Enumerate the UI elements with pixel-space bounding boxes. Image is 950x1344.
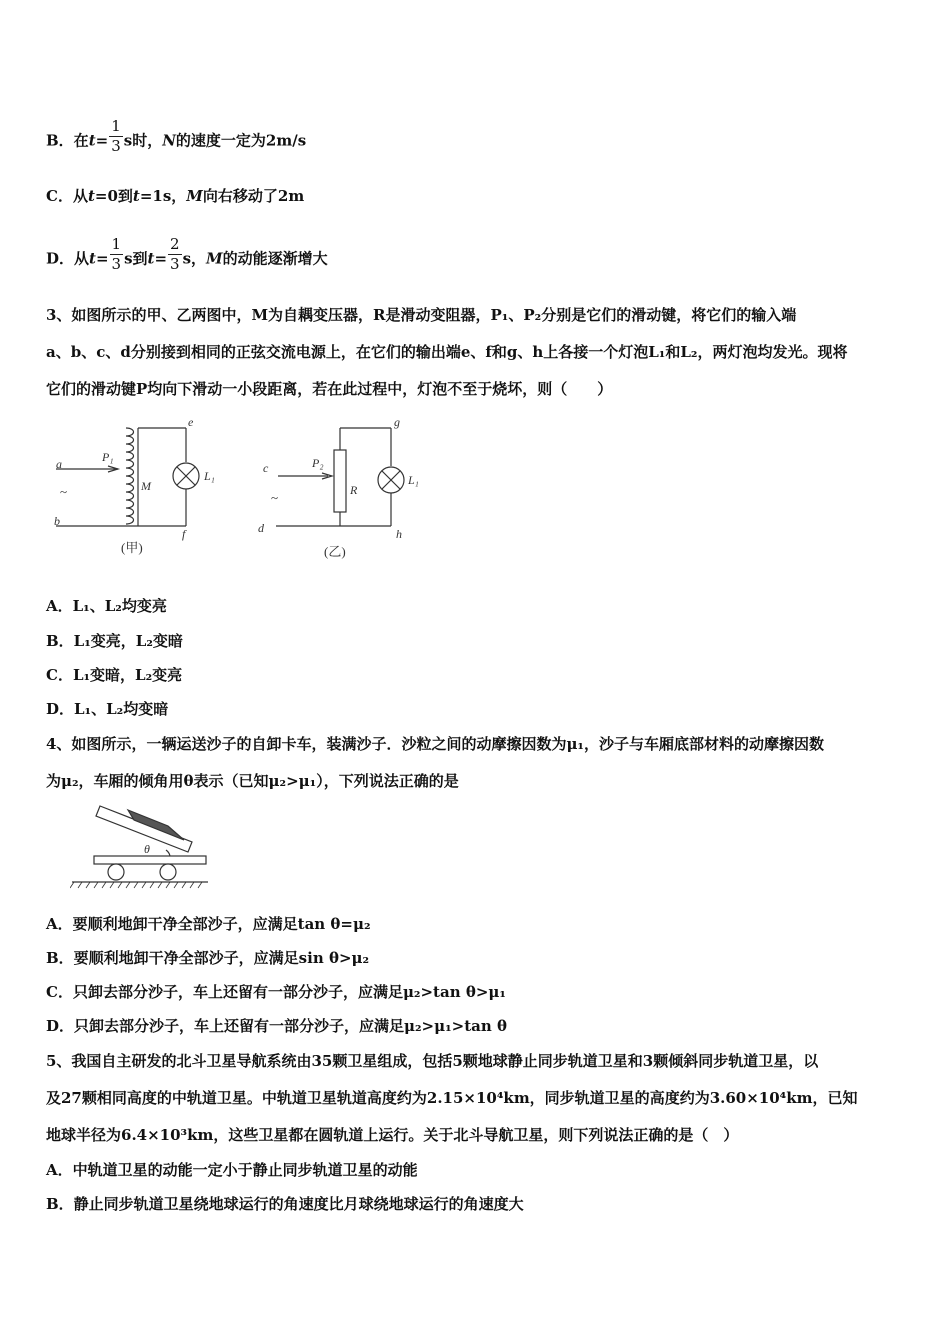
text: = bbox=[95, 131, 109, 150]
truck-chassis bbox=[94, 856, 206, 864]
label-g: g bbox=[394, 415, 400, 429]
var-t: t bbox=[87, 187, 95, 205]
q5-option-b: B．静止同步轨道卫星绕地球运行的角速度比月球绕地球运行的角速度大 bbox=[46, 1195, 524, 1213]
label-a: a bbox=[56, 457, 62, 471]
autotransformer-coil bbox=[126, 428, 134, 524]
label-l1-jia: L₁ bbox=[204, 469, 215, 483]
text: C．从 bbox=[46, 187, 88, 205]
q2-option-d bbox=[46, 235, 328, 279]
label-ac-jia: ~ bbox=[60, 484, 68, 499]
caption-yi: (乙) bbox=[324, 544, 346, 559]
var-N: N bbox=[162, 131, 176, 150]
label-theta: θ bbox=[144, 842, 150, 856]
label-d: d bbox=[258, 521, 264, 535]
label-ac-yi: ~ bbox=[271, 490, 279, 505]
label-p1: P₁ bbox=[102, 450, 114, 464]
q4-stem-line-1: 4、如图所示，一辆运送沙子的自卸卡车，装满沙子．沙粒之间的动摩擦因数为μ₁，沙子与车厢底部材料的动摩擦因数 bbox=[46, 735, 824, 753]
q5-stem-line-1: 5、我国自主研发的北斗卫星导航系统由35颗卫星组成，包括5颗地球静止同步轨道卫星和3颗倾斜同步轨道卫星，以 bbox=[46, 1052, 819, 1070]
text: 的速度一定为2m/s bbox=[175, 131, 307, 150]
rheostat-r bbox=[334, 450, 346, 512]
text: s时， bbox=[123, 131, 163, 150]
q3-circuit-figure bbox=[46, 414, 436, 564]
label-c: c bbox=[263, 461, 269, 475]
q3-option-d: D．L₁、L₂均变暗 bbox=[46, 700, 169, 718]
q2-option-c bbox=[46, 186, 304, 206]
var-t: t bbox=[132, 187, 140, 205]
text: 向右移动了2m bbox=[202, 187, 305, 205]
q4-option-d: D．只卸去部分沙子，车上还留有一部分沙子，应满足μ₂>μ₁>tan θ bbox=[46, 1017, 508, 1035]
text: B．在 bbox=[46, 131, 89, 150]
q4-option-c: C．只卸去部分沙子，车上还留有一部分沙子，应满足μ₂>tan θ>μ₁ bbox=[46, 983, 506, 1001]
q2-option-b bbox=[46, 117, 307, 161]
text: =1s， bbox=[139, 187, 187, 205]
q4-dump-truck-figure bbox=[70, 800, 210, 892]
text: s到 bbox=[124, 249, 148, 268]
fraction-numerator: 1 bbox=[111, 117, 121, 135]
fraction bbox=[168, 234, 182, 273]
label-l1-yi: L₁ bbox=[408, 473, 419, 487]
text: =0到 bbox=[94, 187, 133, 205]
q5-option-a: A．中轨道卫星的动能一定小于静止同步轨道卫星的动能 bbox=[46, 1161, 418, 1179]
fraction-denominator: 3 bbox=[111, 255, 122, 273]
text: s， bbox=[182, 249, 207, 268]
q5-stem-line-3: 地球半径为6.4×10³km，这些卫星都在圆轨道上运行。关于北斗导航卫星，则下列说法正确的是（ ） bbox=[46, 1126, 739, 1144]
q3-stem-line-2: a、b、c、d分别接到相同的正弦交流电源上，在它们的输出端e、f和g、h上各接一个灯泡L₁和L₂，两灯泡均发光。现将 bbox=[46, 343, 848, 361]
q4-stem-line-2: 为μ₂，车厢的倾角用θ表示（已知μ₂>μ₁），下列说法正确的是 bbox=[46, 772, 459, 790]
var-t: t bbox=[88, 131, 96, 150]
fraction-denominator: 3 bbox=[170, 255, 180, 273]
label-r: R bbox=[350, 483, 358, 497]
angle-arc bbox=[166, 850, 170, 856]
caption-jia: (甲) bbox=[121, 540, 143, 555]
var-M: M bbox=[186, 187, 203, 205]
fraction-numerator: 1 bbox=[111, 235, 122, 253]
label-b: b bbox=[54, 514, 60, 528]
fraction bbox=[110, 234, 124, 273]
var-M: M bbox=[206, 249, 223, 268]
fraction bbox=[109, 116, 123, 155]
fraction-numerator: 2 bbox=[170, 235, 180, 253]
label-h: h bbox=[396, 527, 402, 541]
q4-option-a: A．要顺利地卸干净全部沙子，应满足tan θ=μ₂ bbox=[46, 915, 371, 933]
q3-stem-line-3: 它们的滑动键P均向下滑动一小段距离，若在此过程中，灯泡不至于烧坏，则（ ） bbox=[46, 380, 613, 398]
label-f: f bbox=[182, 527, 186, 541]
label-m: M bbox=[141, 479, 151, 493]
q5-stem-line-2: 及27颗相同高度的中轨道卫星。中轨道卫星轨道高度约为2.15×10⁴km，同步轨道卫星的高度约为3.60×10⁴km，已知 bbox=[46, 1089, 858, 1107]
q3-option-b: B．L₁变亮，L₂变暗 bbox=[46, 632, 183, 650]
text: 的动能逐渐增大 bbox=[222, 249, 328, 268]
q4-option-b: B．要顺利地卸干净全部沙子，应满足sin θ>μ₂ bbox=[46, 949, 370, 967]
var-t: t bbox=[89, 249, 96, 268]
text: = bbox=[95, 249, 109, 268]
label-p2: P₂ bbox=[312, 456, 324, 470]
text: = bbox=[154, 249, 168, 268]
q3-option-c: C．L₁变暗，L₂变亮 bbox=[46, 666, 183, 684]
wheel-left bbox=[108, 864, 124, 880]
label-e: e bbox=[188, 415, 194, 429]
wheel-right bbox=[160, 864, 176, 880]
text: D．从 bbox=[46, 249, 90, 268]
var-t: t bbox=[147, 249, 155, 268]
fraction-denominator: 3 bbox=[111, 137, 121, 155]
q3-stem-line-1: 3、如图所示的甲、乙两图中，M为自耦变压器，R是滑动变阻器，P₁、P₂分别是它们的滑动键，将它们的输入端 bbox=[46, 306, 797, 324]
q3-option-a: A．L₁、L₂均变亮 bbox=[46, 597, 167, 615]
